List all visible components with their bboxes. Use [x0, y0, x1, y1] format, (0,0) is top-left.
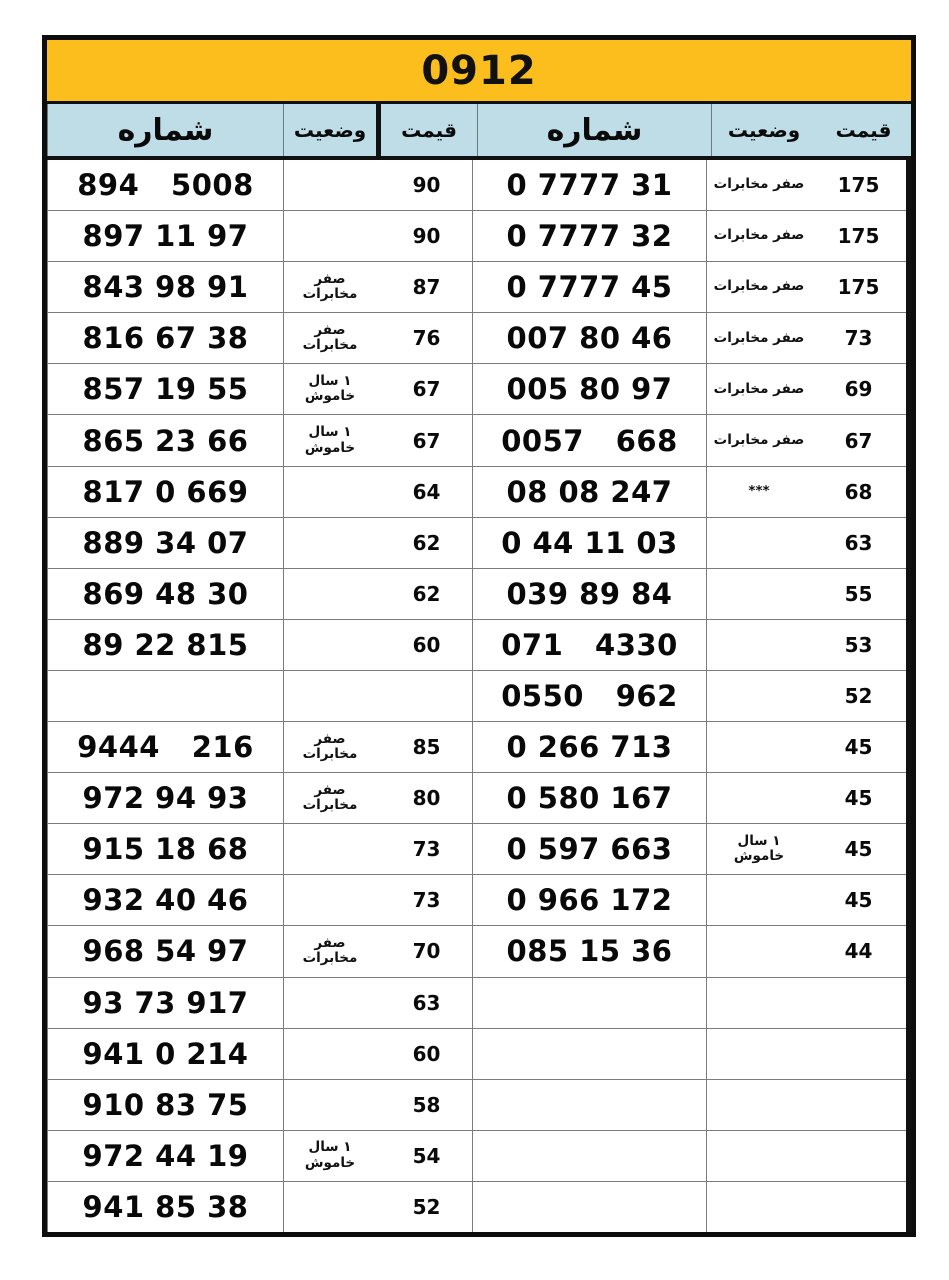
cell-number [472, 1080, 706, 1130]
table-row[interactable] [47, 1080, 477, 1131]
table-row[interactable] [47, 671, 477, 722]
cell-status [283, 620, 376, 670]
cell-number: 005 80 97 [472, 364, 706, 414]
cell-number: 93 73 917 [47, 978, 283, 1028]
cell-number: 08 08 247 [472, 467, 706, 517]
table-row[interactable] [477, 620, 906, 671]
cell-price: 175 [837, 173, 880, 198]
cell-status [706, 1182, 811, 1232]
column-header-row [47, 104, 911, 160]
cell-number: 972 44 19 [47, 1131, 283, 1181]
cell-status [283, 569, 376, 619]
cell-number: 071 4330 [472, 620, 706, 670]
cell-number [472, 1029, 706, 1079]
table-row[interactable] [47, 773, 477, 824]
cell-number: 897 11 97 [47, 211, 283, 261]
table-row[interactable] [477, 1080, 906, 1131]
cell-status [706, 1080, 811, 1130]
page-title: 0912 [421, 47, 537, 94]
cell-status [706, 875, 811, 925]
table-row[interactable] [477, 671, 906, 722]
cell-price: 52 [844, 683, 873, 708]
table-row[interactable] [477, 926, 906, 977]
cell-price: 60 [412, 1041, 441, 1066]
cell-status [706, 722, 811, 772]
table-row[interactable] [477, 518, 906, 569]
cell-price: 45 [844, 735, 873, 760]
cell-number: 816 67 38 [47, 313, 283, 363]
cell-price [811, 1080, 906, 1130]
table-row[interactable] [47, 1029, 477, 1080]
cell-price: 80 [412, 786, 441, 811]
table-row[interactable] [47, 211, 477, 262]
header-number-right: شماره [477, 104, 711, 156]
table-row[interactable] [47, 467, 477, 518]
cell-status: *** [706, 467, 811, 517]
cell-price: 62 [412, 530, 441, 555]
table-row[interactable] [477, 978, 906, 1029]
cell-status: صفر مخابرات [283, 926, 376, 976]
table-row[interactable] [477, 1029, 906, 1080]
cell-number: 932 40 46 [47, 875, 283, 925]
table-row[interactable] [47, 926, 477, 977]
cell-number: 941 85 38 [47, 1182, 283, 1232]
cell-status: ۱ سال خاموش [283, 364, 376, 414]
cell-number: 0 44 11 03 [472, 518, 706, 568]
cell-number: 0 580 167 [472, 773, 706, 823]
cell-status [283, 875, 376, 925]
cell-number: 941 0 214 [47, 1029, 283, 1079]
cell-number: 89 22 815 [47, 620, 283, 670]
table-row[interactable] [477, 467, 906, 518]
table-row[interactable] [477, 262, 906, 313]
cell-number [472, 1182, 706, 1232]
cell-price: 175 [837, 275, 880, 300]
table-row[interactable] [47, 722, 477, 773]
cell-number: 9444 216 [47, 722, 283, 772]
header-number-left: شماره [47, 104, 283, 156]
cell-status: صفر مخابرات [706, 262, 811, 312]
cell-status: صفر مخابرات [283, 313, 376, 363]
phone-table-right [477, 160, 911, 1232]
table-row[interactable] [47, 313, 477, 364]
cell-price: 62 [412, 581, 441, 606]
cell-status: صفر مخابرات [706, 160, 811, 210]
cell-price: 53 [844, 632, 873, 657]
cell-status [283, 518, 376, 568]
cell-status [706, 671, 811, 721]
cell-number [472, 1131, 706, 1181]
cell-price [811, 978, 906, 1028]
cell-price: 68 [844, 479, 873, 504]
cell-number: 968 54 97 [47, 926, 283, 976]
cell-number: 889 34 07 [47, 518, 283, 568]
cell-number: 007 80 46 [472, 313, 706, 363]
cell-price: 45 [844, 888, 873, 913]
table-row[interactable] [477, 313, 906, 364]
cell-status [283, 978, 376, 1028]
table-row[interactable] [47, 1182, 477, 1232]
cell-status [706, 620, 811, 670]
cell-price: 63 [412, 990, 441, 1015]
cell-price: 87 [412, 275, 441, 300]
table-row[interactable] [477, 1131, 906, 1182]
table-row[interactable] [47, 875, 477, 926]
header-price-right: قیمت [816, 104, 911, 156]
cell-price [811, 1029, 906, 1079]
cell-price: 52 [412, 1194, 441, 1219]
cell-number: 0 7777 32 [472, 211, 706, 261]
cell-status [706, 978, 811, 1028]
cell-price [811, 1182, 906, 1232]
phone-table-left [47, 160, 477, 1232]
cell-price: 85 [412, 735, 441, 760]
table-row[interactable] [47, 1131, 477, 1182]
table-row[interactable] [47, 978, 477, 1029]
table-row[interactable] [477, 1182, 906, 1232]
cell-price: 67 [412, 377, 441, 402]
table-row[interactable] [47, 620, 477, 671]
cell-status [283, 1182, 376, 1232]
cell-number: 0 597 663 [472, 824, 706, 874]
table-row[interactable] [477, 364, 906, 415]
table-row[interactable] [47, 569, 477, 620]
cell-price: 67 [844, 428, 873, 453]
cell-status: ۱ سال خاموش [706, 824, 811, 874]
cell-number: 0 266 713 [472, 722, 706, 772]
cell-number: 894 5008 [47, 160, 283, 210]
cell-status: صفر مخابرات [283, 262, 376, 312]
header-status-left: وضعیت [283, 104, 376, 156]
table-row[interactable] [477, 722, 906, 773]
cell-number: 0 7777 45 [472, 262, 706, 312]
header-group-right [477, 104, 911, 156]
cell-status: صفر مخابرات [706, 364, 811, 414]
tables-body [47, 160, 911, 1232]
cell-status [706, 773, 811, 823]
cell-status [283, 160, 376, 210]
cell-status [283, 671, 376, 721]
cell-price: 69 [844, 377, 873, 402]
cell-number: 857 19 55 [47, 364, 283, 414]
cell-price: 90 [412, 173, 441, 198]
cell-status [283, 824, 376, 874]
cell-status: صفر مخابرات [283, 773, 376, 823]
cell-price: 67 [412, 428, 441, 453]
cell-status: ۱ سال خاموش [283, 1131, 376, 1181]
cell-status: صفر مخابرات [706, 415, 811, 465]
cell-price: 76 [412, 326, 441, 351]
cell-price: 55 [844, 581, 873, 606]
header-status-right: وضعیت [711, 104, 816, 156]
cell-status: صفر مخابرات [706, 313, 811, 363]
cell-price: 44 [844, 939, 873, 964]
cell-price: 175 [837, 224, 880, 249]
cell-price [811, 1131, 906, 1181]
cell-price: 58 [412, 1092, 441, 1117]
cell-price: 60 [412, 632, 441, 657]
table-row[interactable] [477, 160, 906, 211]
cell-number [472, 978, 706, 1028]
table-row[interactable] [477, 569, 906, 620]
table-row[interactable] [477, 415, 906, 466]
cell-status [283, 1029, 376, 1079]
table-row[interactable] [47, 415, 477, 466]
cell-status [706, 518, 811, 568]
cell-number: 0 966 172 [472, 875, 706, 925]
table-row[interactable] [47, 364, 477, 415]
cell-status [706, 569, 811, 619]
title-banner [47, 40, 911, 104]
cell-price: 73 [844, 326, 873, 351]
cell-number: 865 23 66 [47, 415, 283, 465]
cell-status: صفر مخابرات [283, 722, 376, 772]
cell-status: صفر مخابرات [706, 211, 811, 261]
table-row[interactable] [47, 262, 477, 313]
table-row[interactable] [477, 773, 906, 824]
cell-number: 869 48 30 [47, 569, 283, 619]
cell-number: 817 0 669 [47, 467, 283, 517]
cell-price [376, 671, 477, 721]
cell-price: 90 [412, 224, 441, 249]
cell-price: 63 [844, 530, 873, 555]
cell-status [283, 211, 376, 261]
table-row[interactable] [47, 160, 477, 211]
cell-status [283, 467, 376, 517]
cell-price: 45 [844, 786, 873, 811]
cell-number: 843 98 91 [47, 262, 283, 312]
cell-status [706, 1131, 811, 1181]
cell-number: 915 18 68 [47, 824, 283, 874]
table-row[interactable] [47, 824, 477, 875]
table-row[interactable] [477, 875, 906, 926]
cell-price: 45 [844, 837, 873, 862]
table-row[interactable] [477, 824, 906, 875]
price-list-sheet [42, 35, 916, 1237]
table-row[interactable] [477, 211, 906, 262]
cell-price: 73 [412, 837, 441, 862]
cell-status [706, 1029, 811, 1079]
cell-status: ۱ سال خاموش [283, 415, 376, 465]
cell-number: 972 94 93 [47, 773, 283, 823]
cell-price: 64 [412, 479, 441, 504]
cell-price: 70 [412, 939, 441, 964]
cell-number: 0550 962 [472, 671, 706, 721]
cell-number: 910 83 75 [47, 1080, 283, 1130]
cell-number: 0057 668 [472, 415, 706, 465]
cell-status [706, 926, 811, 976]
table-row[interactable] [47, 518, 477, 569]
cell-number: 085 15 36 [472, 926, 706, 976]
cell-price: 54 [412, 1143, 441, 1168]
cell-number [47, 671, 283, 721]
cell-price: 73 [412, 888, 441, 913]
header-price-left: قیمت [376, 104, 477, 156]
cell-number: 039 89 84 [472, 569, 706, 619]
cell-number: 0 7777 31 [472, 160, 706, 210]
header-group-left [47, 104, 477, 156]
cell-status [283, 1080, 376, 1130]
